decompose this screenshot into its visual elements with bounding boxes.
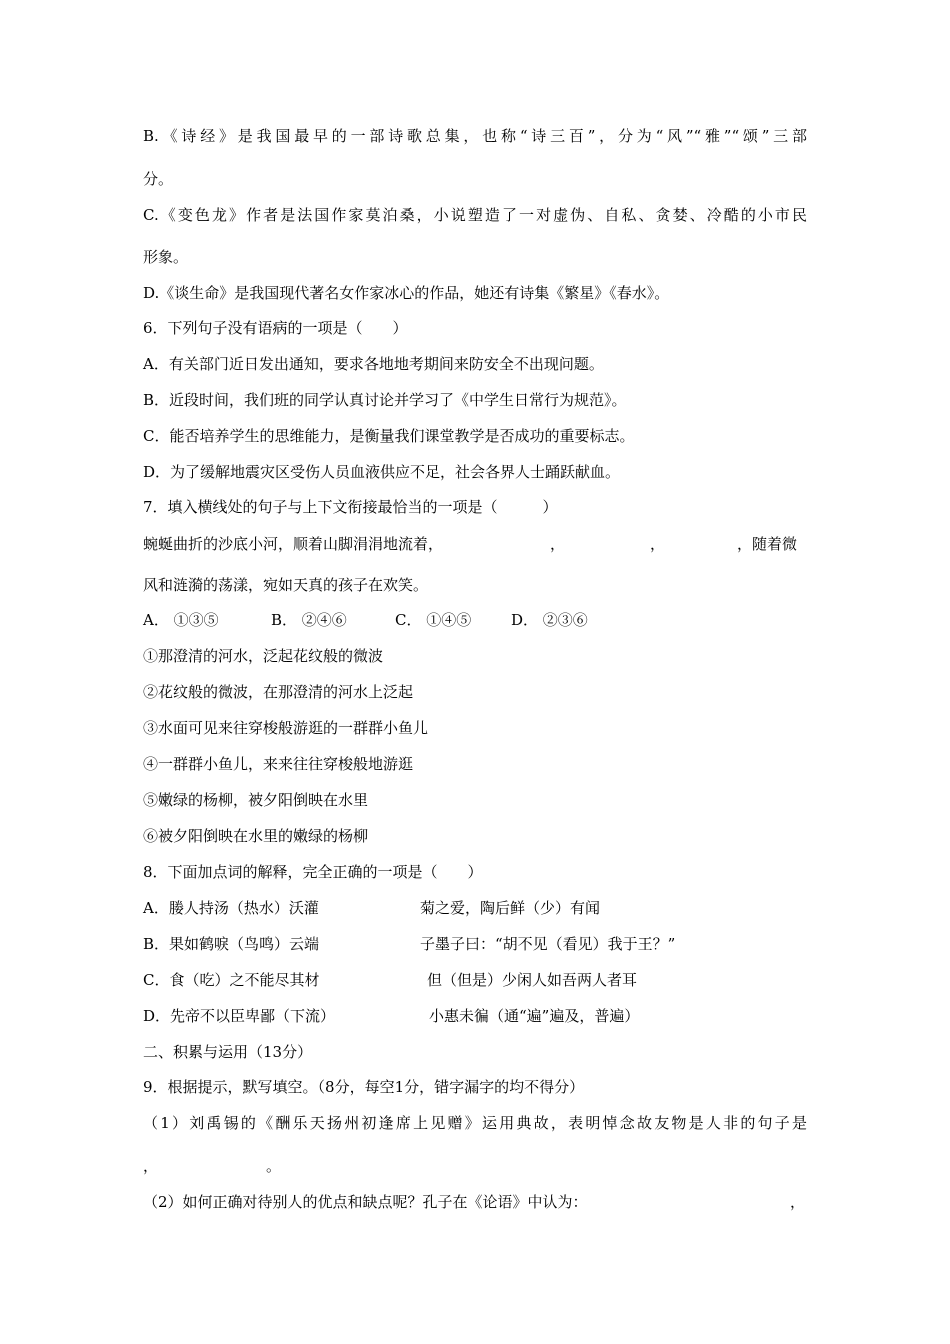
q8-option-d-left: D．先帝不以臣卑鄙（下流） [143, 1007, 336, 1025]
q6-option-a: A．有关部门近日发出通知，要求各地地考期间来防安全不出现问题。 [143, 355, 604, 373]
q9-part1-line1: （1）刘禹锡的《酬乐天扬州初逢席上见赠》运用典故，表明悼念故友物是人非的句子是 [143, 1114, 807, 1132]
q7-sentence-5: ⑤嫩绿的杨柳，被夕阳倒映在水里 [143, 791, 369, 809]
q7-passage-line2: 风和涟漪的荡漾，宛如天真的孩子在欢笑。 [143, 576, 429, 594]
q8-option-d-right: 小惠未徧（通“遍”遍及，普遍） [429, 1007, 640, 1025]
q8-option-c-right: 但（但是）少闲人如吾两人者耳 [427, 971, 638, 989]
q7-sentence-6: ⑥被夕阳倒映在水里的嫩绿的杨柳 [143, 827, 369, 845]
q7-choice-c: C． ①④⑤ [395, 611, 472, 629]
q7-choice-a: A． ①③⑤ [143, 611, 219, 629]
q9-part2-comma: ， [790, 1193, 806, 1211]
q7-sentence-1: ①那澄清的河水，泛起花纹般的微波 [143, 647, 384, 665]
q7-passage-start: 蜿蜒曲折的沙底小河，顺着山脚涓涓地流着， [143, 535, 444, 553]
q8-option-b-left: B．果如鹤唳（鸟鸣）云端 [143, 935, 320, 953]
q6-option-d: D．为了缓解地震灾区受伤人员血液供应不足，社会各界人士踊跃献血。 [143, 463, 621, 481]
q5-option-b-line2: 分。 [143, 170, 174, 188]
q7-sentence-2: ②花纹般的微波，在那澄清的河水上泛起 [143, 683, 414, 701]
q5-option-b-line1: B.《诗经》是我国最早的一部诗歌总集，也称“诗三百”，分为“风”“雅”“颂”三部 [143, 127, 807, 145]
q9-part2-text: （2）如何正确对待别人的优点和缺点呢？孔子在《论语》中认为： [143, 1193, 588, 1211]
q7-choice-b: B． ②④⑥ [271, 611, 347, 629]
q8-stem: 8．下面加点词的解释，完全正确的一项是（ ） [143, 863, 483, 881]
q7-blank-comma-2: ， [650, 535, 666, 553]
q7-stem: 7．填入横线处的句子与上下文衔接最恰当的一项是（ ） [143, 498, 558, 516]
q7-sentence-4: ④一群群小鱼儿，来来往往穿梭般地游逛 [143, 755, 414, 773]
q6-option-c: C．能否培养学生的思维能力，是衡量我们课堂教学是否成功的重要标志。 [143, 427, 635, 445]
section-2-heading: 二、积累与运用（13分） [143, 1043, 313, 1061]
q9-part1-comma: ， [143, 1157, 159, 1175]
q7-passage-mid: ，随着微 [737, 535, 798, 553]
q7-sentence-3: ③水面可见来往穿梭般游逛的一群群小鱼儿 [143, 719, 429, 737]
q6-stem: 6．下列句子没有语病的一项是（ ） [143, 319, 408, 337]
q7-choice-d: D． ②③⑥ [511, 611, 588, 629]
q6-option-b: B．近段时间，我们班的同学认真讨论并学习了《中学生日常行为规范》。 [143, 391, 627, 409]
q7-blank-comma-1: ， [550, 535, 566, 553]
q8-option-b-right: 子墨子曰：“胡不见（看见）我于王？” [420, 935, 676, 953]
q9-stem: 9．根据提示，默写填空。（8分，每空1分，错字漏字的均不得分） [143, 1078, 585, 1096]
q9-part1-period: 。 [266, 1157, 282, 1175]
q8-option-a-left: A．媵人持汤（热水）沃灌 [143, 899, 319, 917]
q5-option-c-line1: C.《变色龙》作者是法国作家莫泊桑，小说塑造了一对虚伪、自私、贪婪、冷酷的小市民 [143, 206, 807, 224]
q8-option-a-right: 菊之爱，陶后鲜（少）有闻 [420, 899, 601, 917]
q8-option-c-left: C．食（吃）之不能尽其材 [143, 971, 320, 989]
q5-option-c-line2: 形象。 [143, 248, 189, 266]
q7-choices [143, 610, 807, 630]
q5-option-d: D.《谈生命》是我国现代著名女作家冰心的作品，她还有诗集《繁星》《春水》。 [143, 284, 670, 302]
